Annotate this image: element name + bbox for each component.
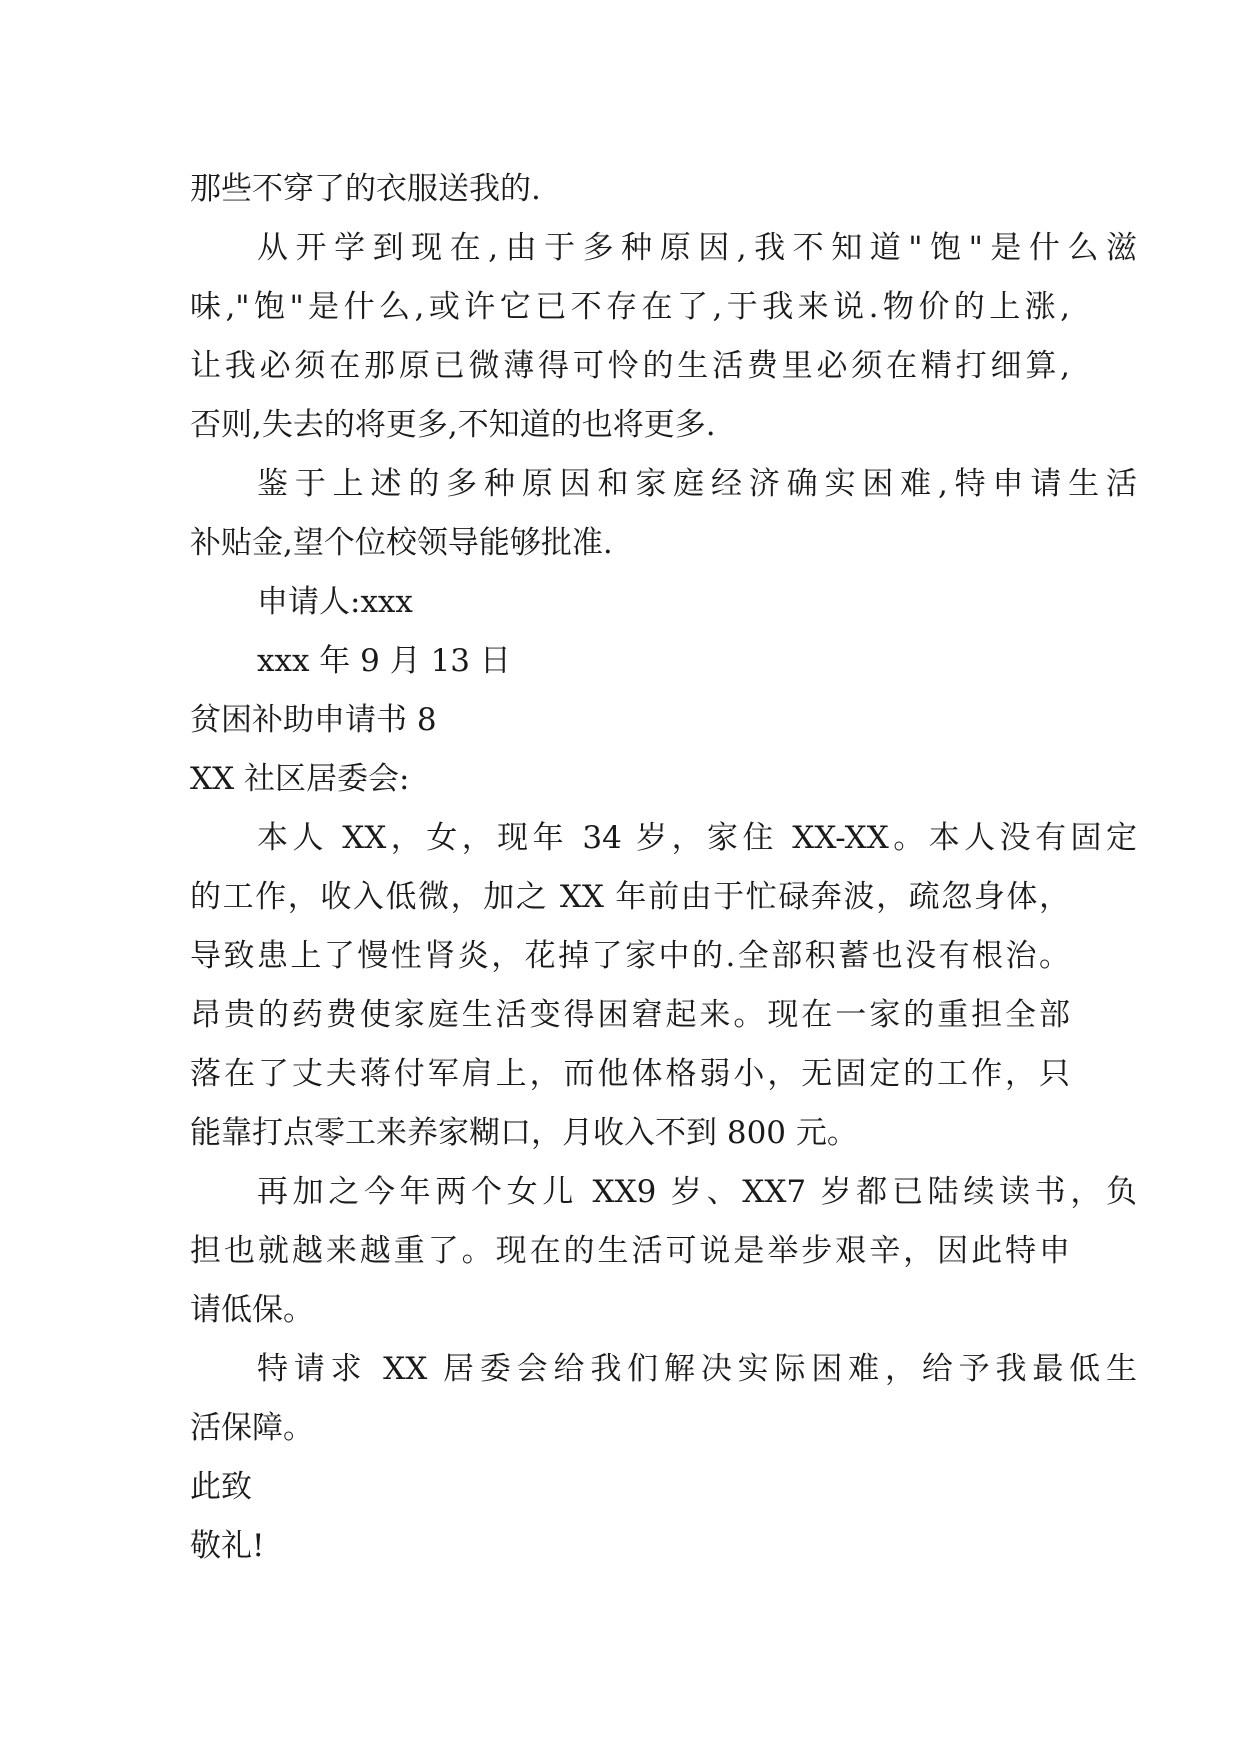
text-line: 的工作，收入低微，加之 XX 年前由于忙碌奔波，疏忽身体， [190, 879, 1070, 915]
paragraph-line: 特请求 XX 居委会给我们解决实际困难，给予我最低生 [257, 1351, 1137, 1387]
date-line: xxx 年 9 月 13 日 [257, 643, 511, 679]
closing-line: 此致 [190, 1469, 252, 1505]
text-line: 否则,失去的将更多,不知道的也将更多. [190, 407, 716, 443]
document-body [190, 160, 1137, 1576]
salutation-line: 敬礼! [190, 1528, 265, 1564]
text-line: 导致患上了慢性肾炎，花掉了家中的.全部积蓄也没有根治。 [190, 938, 1070, 974]
text-line: 活保障。 [190, 1410, 314, 1446]
recipient-line: XX 社区居委会: [190, 761, 410, 797]
paragraph-line: 从开学到现在,由于多种原因,我不知道"饱"是什么滋 [257, 230, 1137, 266]
text-line: 落在了丈夫蒋付军肩上，而他体格弱小，无固定的工作，只 [190, 1056, 1070, 1092]
paragraph-line: 再加之今年两个女儿 XX9 岁、XX7 岁都已陆续读书，负 [257, 1174, 1137, 1210]
text-line: 那些不穿了的衣服送我的. [190, 171, 541, 207]
text-line: 担也就越来越重了。现在的生活可说是举步艰辛，因此特申 [190, 1233, 1070, 1269]
paragraph-line: 本人 XX，女，现年 34 岁，家住 XX-XX。本人没有固定 [257, 820, 1137, 856]
text-line: 补贴金,望个位校领导能够批准. [190, 525, 613, 561]
text-line: 请低保。 [190, 1292, 314, 1328]
section-title: 贫困补助申请书 8 [190, 702, 437, 738]
text-line: 让我必须在那原已微薄得可怜的生活费里必须在精打细算, [190, 348, 1070, 384]
text-line: 味,"饱"是什么,或许它已不存在了,于我来说.物价的上涨, [190, 289, 1070, 325]
text-line: 昂贵的药费使家庭生活变得困窘起来。现在一家的重担全部 [190, 997, 1070, 1033]
paragraph-line: 鉴于上述的多种原因和家庭经济确实困难,特申请生活 [257, 466, 1137, 502]
text-line: 能靠打点零工来养家糊口，月收入不到 800 元。 [190, 1115, 858, 1151]
applicant-line: 申请人:xxx [257, 584, 413, 620]
